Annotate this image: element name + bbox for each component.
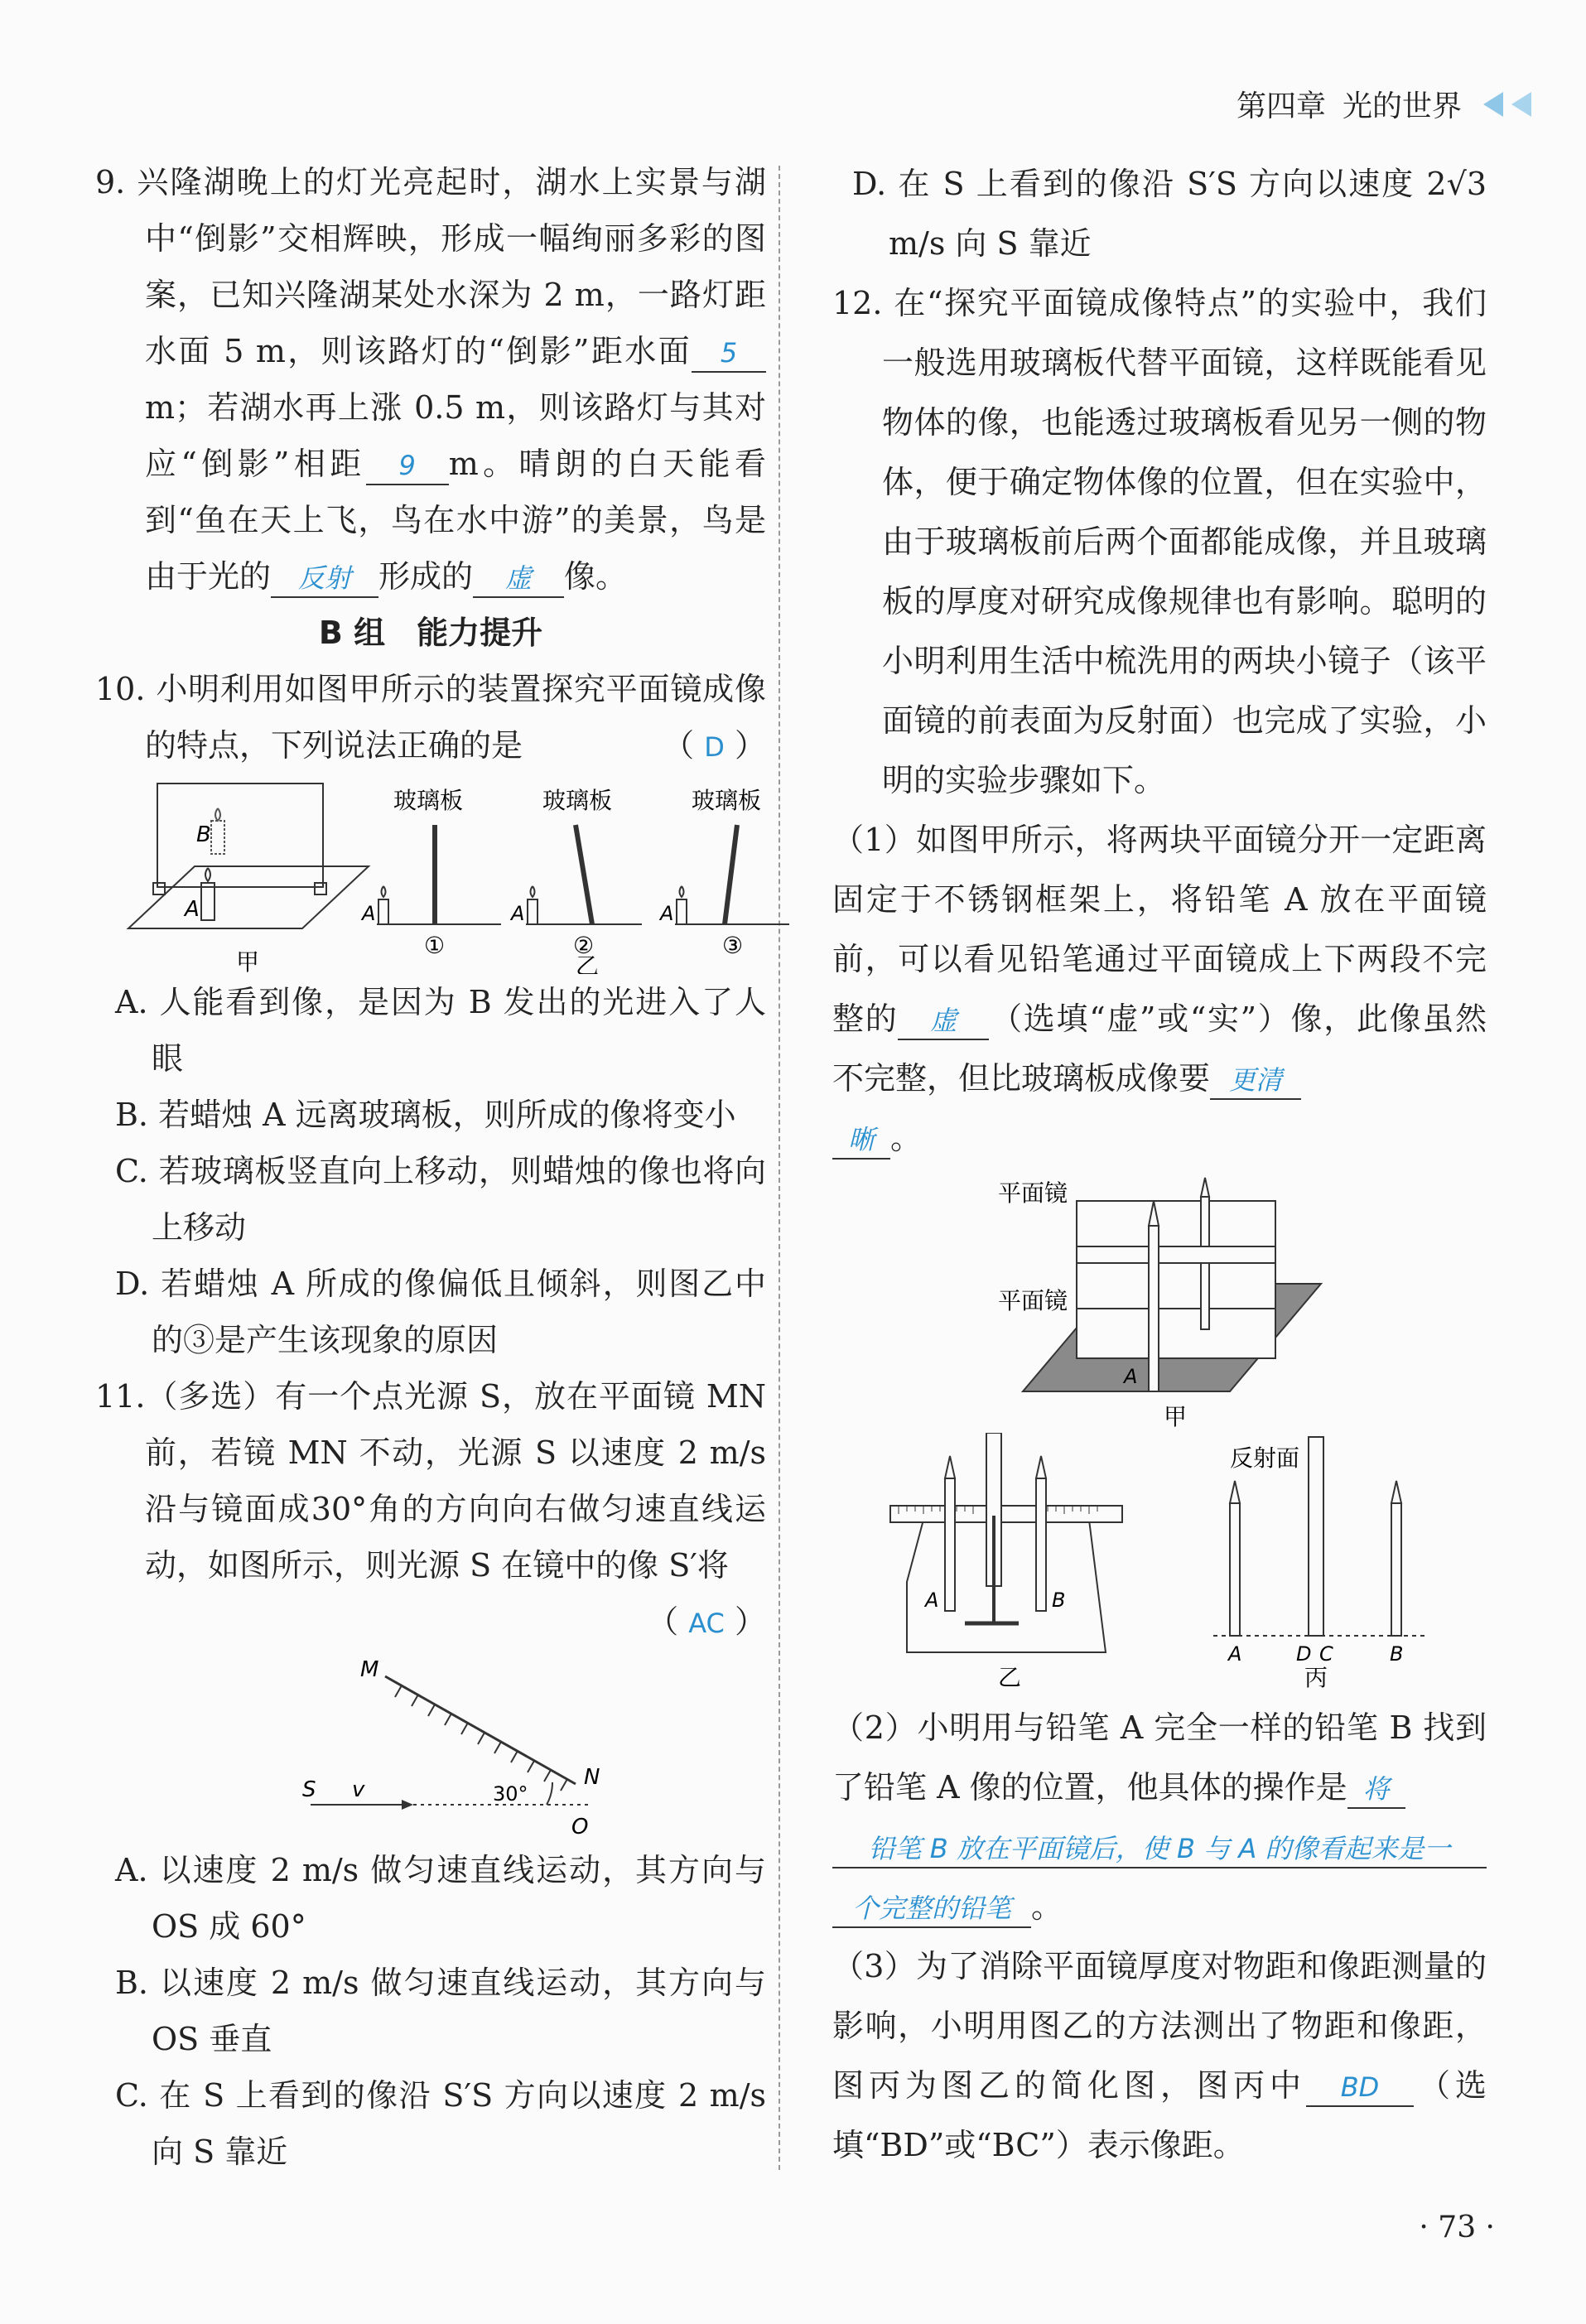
- q11-bracket-close: ）: [734, 1603, 766, 1640]
- q9-text-2: m；若湖水再上涨 0.5 m，则该路灯与其对应“倒影”相距: [145, 389, 766, 482]
- q12-bing-mirror: [1309, 1437, 1323, 1636]
- left-column: [95, 154, 766, 2180]
- q12-label-a: A: [1124, 1365, 1138, 1388]
- q12-label-bing: 丙: [1304, 1664, 1328, 1691]
- q12-yi-pencil-b-tip-icon: [1036, 1456, 1046, 1478]
- q12-part-3: [832, 1936, 1487, 2175]
- question-9: [95, 154, 766, 605]
- chapter-number: 第四章: [1236, 89, 1326, 123]
- q10-candle-b: [211, 821, 224, 854]
- q12-p2-text-2: 。: [1031, 1888, 1063, 1925]
- q12-frame: [1077, 1201, 1275, 1358]
- q10-glass-3: [725, 825, 737, 924]
- q9-answer-4: 虚: [473, 560, 564, 598]
- q12-yi-label-b: B: [1052, 1589, 1066, 1612]
- column-divider: [779, 166, 780, 2170]
- q12-p1-text-2: （选填“虚”或“实”）像，此像虽然不完整，但比玻璃板成像要: [832, 1000, 1487, 1097]
- chapter-title: 光的世界: [1342, 89, 1462, 123]
- q10-clamp-left: [153, 883, 165, 894]
- q9-answer-3: 反射: [271, 560, 378, 598]
- q12-p2-text-1: （2）小明用与铅笔 A 完全一样的铅笔 B 找到了铅笔 A 像的位置，他具体的操作是: [832, 1709, 1487, 1806]
- q10-label-jia: 甲: [236, 948, 260, 974]
- q12-p1-answer-2b: 晰: [832, 1121, 890, 1160]
- q12-yi-pencil-a-tip-icon: [945, 1456, 955, 1478]
- q10-table-plane: [128, 866, 369, 928]
- q12-bing-pencil-b: [1391, 1503, 1401, 1636]
- q10-option-a: A. 人能看到像，是因为 B 发出的光进入了人眼: [115, 984, 766, 1077]
- q12-yi-label-a: A: [925, 1589, 939, 1612]
- q11-mirror-hatching: [395, 1685, 567, 1791]
- q11-label-v: v: [352, 1777, 365, 1802]
- q12-p2-answer-3: 个完整的铅笔: [832, 1890, 1031, 1928]
- q10-glass-label-1: 玻璃板: [393, 787, 464, 814]
- q12-p3-answer: BD: [1306, 2069, 1414, 2107]
- q10-candle-2: [528, 899, 538, 924]
- q11-stem: 11.（多选）有一个点光源 S，放在平面镜 MN 前，若镜 MN 不动，光源 S 以速度 2 m/s 沿与镜面成30°角的方向向右做匀速直线运动，如图所示，则光源 S 在镜中的像 S′将: [95, 1378, 766, 1584]
- q11-mirror-mn: [385, 1676, 576, 1784]
- q12-part-1: [832, 810, 1487, 1168]
- q11-answer-bracket: [647, 1594, 766, 1651]
- q10-clamp-right: [315, 883, 326, 894]
- q9-text-4: 形成的: [378, 558, 474, 595]
- q12-bing-pencil-a: [1230, 1503, 1240, 1636]
- q10-glass-frame: [157, 784, 323, 887]
- q12-mirror-bottom-label: 平面镜: [998, 1287, 1068, 1314]
- q11-label-m: M: [360, 1657, 379, 1682]
- q10-option-b: B. 若蜡烛 A 远离玻璃板，则所成的像将变小: [115, 1097, 736, 1133]
- q11-option-c: C. 在 S 上看到的像沿 S′S 方向以速度 2 m/s 向 S 靠近: [115, 2077, 766, 2170]
- q12-p1-answer-2a: 更清: [1210, 1062, 1301, 1100]
- q10-figure: [95, 775, 791, 974]
- q10-glass-2: [576, 825, 592, 924]
- q11-option-d: D. 在 S 上看到的像沿 S′S 方向以速度 2√3 m/s 向 S 靠近: [852, 166, 1487, 262]
- q10-stem: 10. 小明利用如图甲所示的装置探究平面镜成像的特点，下列说法正确的是: [95, 671, 766, 764]
- q12-bing-label-a: A: [1228, 1642, 1242, 1666]
- q10-label-yi: 乙: [576, 952, 600, 974]
- q10-glass-label-2: 玻璃板: [542, 787, 613, 814]
- q10-number-3: ③: [722, 932, 744, 959]
- q11-label-angle: 30°: [493, 1782, 528, 1806]
- q9-text-5: 像。: [564, 558, 628, 595]
- page-number: · 73 ·: [1419, 2211, 1495, 2244]
- q10-label-a-1: A: [362, 902, 376, 925]
- q12-bing-label-d: D: [1296, 1642, 1312, 1666]
- q12-yi-pencil-a: [945, 1478, 955, 1611]
- q11-label-o: O: [571, 1815, 589, 1839]
- group-b-heading: B 组 能力提升: [318, 615, 543, 651]
- q12-reflect-label: 反射面: [1230, 1444, 1300, 1472]
- q12-p2-answer-1: 将: [1347, 1771, 1405, 1809]
- q12-p3-text-2: （选填“BD”或“BC”）表示像距。: [832, 2067, 1487, 2163]
- q9-text-1: 9. 兴隆湖晚上的灯光亮起时，湖水上实景与湖中“倒影”交相辉映，形成一幅绚丽多彩的图案，已知兴隆湖某处水深为 2 m，一路灯距水面 5 m，则该路灯的“倒影”距水面: [95, 164, 766, 369]
- q12-figure-jia: [832, 1168, 1487, 1433]
- q10-candle-a: [201, 883, 215, 920]
- q12-yi-pencil-b: [1036, 1478, 1046, 1611]
- q10-flame-a-icon: [205, 868, 210, 881]
- q10-option-c: C. 若玻璃板竖直向上移动，则蜡烛的像也将向上移动: [115, 1153, 766, 1246]
- q11-option-b: B. 以速度 2 m/s 做匀速直线运动，其方向与 OS 垂直: [115, 1965, 766, 2057]
- q10-label-b: B: [196, 822, 211, 847]
- q12-label-jia: 甲: [1164, 1403, 1188, 1430]
- q11-answer: AC: [688, 1608, 725, 1639]
- q10-glass-label-3: 玻璃板: [692, 787, 762, 814]
- question-12: 12. 在“探究平面镜成像特点”的实验中，我们一般选用玻璃板代替平面镜，这样既能看见物体的像，也能透过玻璃板看见另一侧的物体，便于确定物体像的位置，但在实验中，由于玻璃板前后两个面都能成像，并且玻璃板的厚度对研究成像规律也有影响。聪明的小明利用生活中梳洗用的两块小镜子（该平面镜的前表面为反射面）也完成了实验，小明的实验步骤如下。: [832, 285, 1487, 798]
- chapter-header: [1237, 83, 1536, 125]
- q11-figure: [95, 1651, 766, 1842]
- q12-yi-box: [907, 1520, 1106, 1652]
- q12-image-upper: [1201, 1197, 1209, 1246]
- q10-bracket-close: ）: [734, 727, 766, 764]
- q10-bracket-open: （: [663, 727, 695, 764]
- q12-image-lower: [1201, 1263, 1209, 1329]
- q10-candle-1: [378, 899, 388, 924]
- q10-label-a-2: A: [511, 902, 525, 925]
- q10-label-a-3: A: [660, 902, 674, 925]
- q11-arrow-head-icon: [402, 1800, 413, 1810]
- q12-part-2: [832, 1698, 1487, 1936]
- right-column: [832, 154, 1487, 2175]
- q10-flame-1-icon: [382, 886, 386, 897]
- q11-bracket-open: （: [647, 1603, 679, 1640]
- q10-flame-b-icon: [215, 808, 220, 821]
- q11-label-s: S: [302, 1777, 316, 1802]
- q9-text-3: m。晴朗的白天能看到“鱼在天上飞，鸟在水中游”的美景，鸟是由于光的: [145, 446, 766, 595]
- q12-ruler: [890, 1506, 1122, 1522]
- q10-candle-3: [677, 899, 687, 924]
- q12-bing-label-b: B: [1390, 1642, 1404, 1666]
- q12-p1-text-1: （1）如图甲所示，将两块平面镜分开一定距离固定于不锈钢框架上，将铅笔 A 放在平面镜前，可以看见铅笔通过平面镜成上下两段不完整的: [832, 822, 1487, 1037]
- q12-bing-pencil-b-tip-icon: [1391, 1481, 1401, 1503]
- question-10: [95, 661, 766, 774]
- q10-label-a: A: [185, 897, 200, 922]
- q12-p3-text-1: （3）为了消除平面镜厚度对物距和像距测量的影响，小明用图乙的方法测出了物距和像距，图丙为图乙的简化图，图丙中: [832, 1948, 1487, 2104]
- q12-label-yi: 乙: [998, 1664, 1022, 1691]
- q10-answer-bracket: [663, 717, 766, 775]
- q9-answer-2: 9: [366, 447, 449, 485]
- q12-mirror-top-label: 平面镜: [998, 1179, 1068, 1207]
- q12-pencil-a: [1149, 1226, 1159, 1391]
- q12-p1-text-3: 。: [890, 1120, 923, 1156]
- q11-option-a: A. 以速度 2 m/s 做匀速直线运动，其方向与 OS 成 60°: [115, 1852, 766, 1945]
- q10-option-d: D. 若蜡烛 A 所成的像偏低且倾斜，则图乙中的③是产生该现象的原因: [115, 1266, 766, 1358]
- q10-number-2: ②: [573, 932, 595, 959]
- q11-angle-arc: [547, 1782, 552, 1805]
- q10-number-1: ①: [424, 932, 446, 959]
- q10-flame-2-icon: [531, 886, 535, 897]
- q12-bing-pencil-a-tip-icon: [1230, 1481, 1240, 1503]
- q10-answer: D: [704, 731, 725, 763]
- q12-bing-label-c: C: [1319, 1642, 1333, 1666]
- q12-image-tip-icon: [1201, 1178, 1209, 1197]
- q10-flame-3-icon: [680, 886, 684, 897]
- q9-answer-1: 5: [692, 335, 766, 373]
- header-arrows-icon: [1478, 90, 1536, 118]
- q12-figure-yi-bing: [832, 1433, 1487, 1698]
- question-11: [95, 1368, 766, 1640]
- q11-label-n: N: [584, 1765, 600, 1790]
- q12-p1-answer-1: 虚: [898, 1002, 989, 1040]
- q12-p2-answer-2: 铅笔 B 放在平面镜后，使 B 与 A 的像看起来是一: [832, 1830, 1487, 1868]
